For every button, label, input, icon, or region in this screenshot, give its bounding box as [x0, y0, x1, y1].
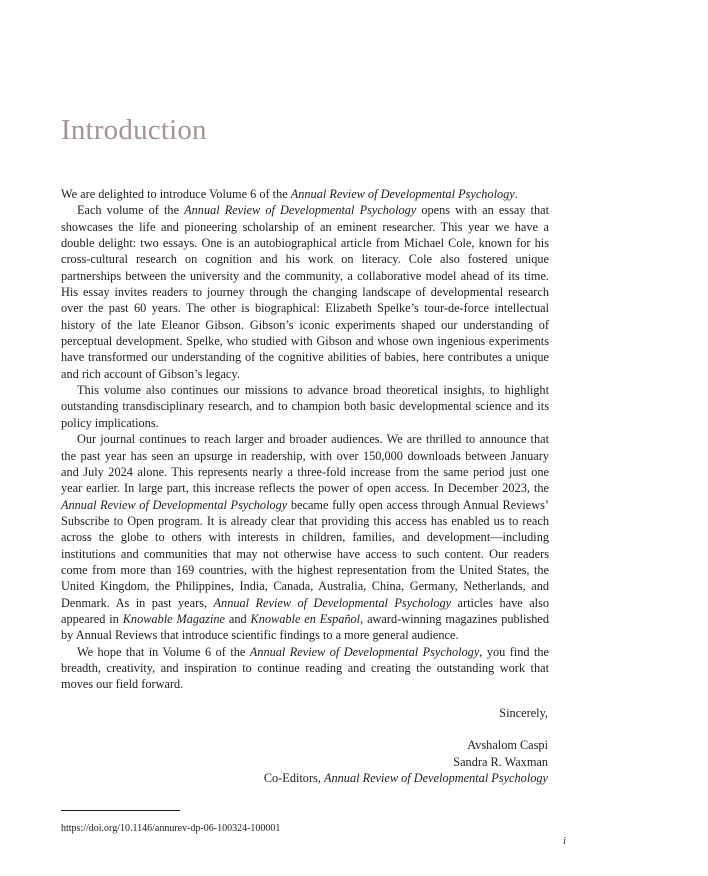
signoff [264, 705, 548, 786]
paragraph-3: This volume also continues our missions to advance broad theoretical insights, to highlight outstanding transdisciplinary research, and to champion both basic developmental science and its policy implications. [61, 383, 549, 430]
editor-name: Avshalom Caspi [467, 738, 548, 753]
journal-title: Annual Review of Developmental Psychology [249, 644, 480, 659]
closing: Sincerely, [499, 706, 548, 720]
paragraph-5: We hope that in Volume 6 of the Annual Review of Developmental Psychology, you find the breadth, creativity, and inspiration to continue reading and creating the outstanding work that moves our field forward. [61, 644, 549, 692]
introduction-body [61, 186, 549, 693]
paragraph-1: We are delighted to introduce Volume 6 of the Annual Review of Developmental Psychology. [61, 187, 518, 201]
magazine-title: Knowable en Español [250, 611, 361, 626]
journal-title: Annual Review of Developmental Psychology [323, 771, 548, 786]
journal-title: Annual Review of Developmental Psychology [290, 187, 515, 201]
page-title: Introduction [61, 114, 207, 146]
editor-name: Sandra R. Waxman [453, 754, 548, 769]
journal-title: Annual Review of Developmental Psychology [61, 497, 288, 512]
doi-link[interactable]: https://doi.org/10.1146/annurev-dp-06-100324-100001 [61, 823, 281, 834]
page-number: i [563, 835, 567, 847]
magazine-title: Knowable Magazine [122, 611, 225, 626]
paragraph-4: Our journal continues to reach larger and broader audiences. We are thrilled to announce that the past year has seen an upsurge in readership, with over 150,000 downloads between January and July 2024 alone. This represents nearly a three-fold increase from the same period just one year earlier. In large part, this increase reflects the power of open access. In December 2023, the Annual Review of Developmental Psychology became fully open access through Annual Reviews’ Subscribe to Open program. It is already clear that providing this access has enabled us to reach across the globe to others with interests in children, families, and development—including institutions and communities that may not otherwise have access to such content. Our readers come from more than 169 countries, with the highest representation from the United States, the United Kingdom, the Philippines, India, Canada, Australia, China, Germany, Netherlands, and Denmark. As in past years, Annual Review of Developmental Psychology articles have also appeared in Knowable Magazine and Knowable en Español, award-winning magazines published by Annual Reviews that introduce scientific findings to a more general audience. [61, 432, 550, 643]
footnote-divider [61, 810, 180, 811]
journal-title: Annual Review of Developmental Psychology [184, 203, 417, 218]
paragraph-2: Each volume of the Annual Review of Developmental Psychology opens with an essay that showcases the life and pioneering scholarship of an eminent researcher. This year we have a double delight: two essays. One is an autobiographical article from Michael Cole, known for his cross-cultural research on cognition and his work on literacy. Cole also fostered unique partnerships between the university and the community, a collaborative model ahead of its time. His essay invites readers to journey through the changing landscape of developmental research over the past 60 years. The other is biographical: Elizabeth Spelke’s tour-de-force intellectual history of the late Eleanor Gibson. Gibson’s iconic experiments shaped our understanding of perceptual development. Spelke, who studied with Gibson and whose own ingenious experiments have transformed our understanding of the cognitive abilities of babies, here contributes a unique and rich account of Gibson’s legacy. [61, 203, 550, 381]
editor-role: Co-Editors, Annual Review of Developmental Psychology [263, 771, 548, 786]
journal-title: Annual Review of Developmental Psychology [213, 595, 452, 610]
